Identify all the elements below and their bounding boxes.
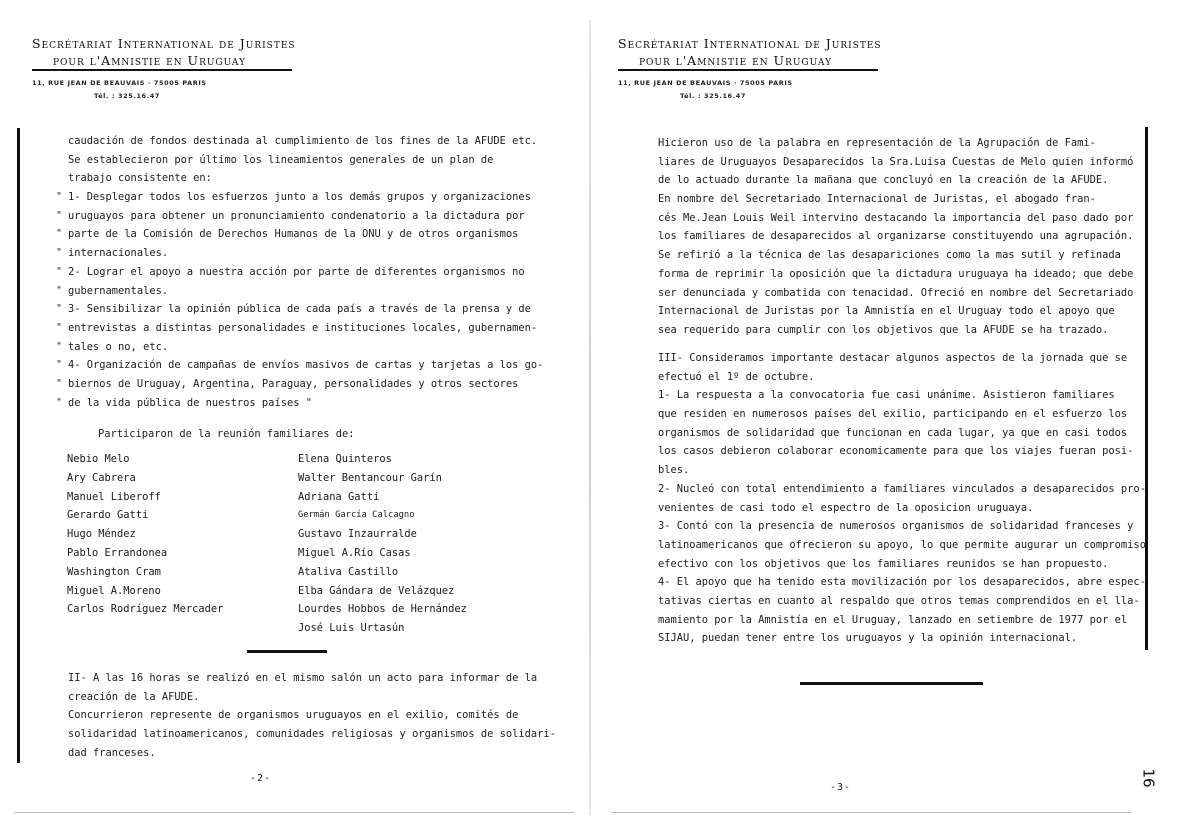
quote-mark: " [56,191,63,203]
text-line: Se refirió a la técnica de las desapariciones como la mas sutil y refinada [658,249,1121,262]
quote-mark: " [56,321,63,333]
quote-mark: " [56,228,63,240]
text-line: 3- Contó con la presencia de numerosos organismos de solidaridad franceses y [658,520,1134,533]
quote-mark: " [56,284,63,296]
text-line: creación de la AFUDE. [68,690,200,703]
letterhead-rule [32,69,292,71]
text-line: solidaridad latinoamericanos, comunidades religiosas y organismos de solidari- [68,728,556,741]
letterhead-address: 11, RUE JEAN DE BEAUVAIS · 75005 PARIS [32,79,207,87]
right-section-rule [800,682,983,685]
text-line: Hicieron uso de la palabra en representación de la Agrupación de Fami- [658,137,1096,149]
line-text: tales o no, etc. [68,340,169,353]
text-line: de lo actuado durante la mañana que concluyó en la creación de la AFUDE. [658,174,1109,187]
text-line [56,188,543,207]
text-line [56,207,543,226]
participant-name: Washington Cram [67,565,161,578]
text-line: mamiento por la Amnistía en el Uruguay, lanzado en setiembre de 1977 por el [658,613,1128,626]
text-line: Internacional de Juristas por la Amnistía en el Uruguay todo el apoyo que [658,305,1115,318]
letterhead-right [618,36,882,100]
quote-mark: " [56,265,63,277]
text-line: efectuó el 1º de octubre. [658,370,815,383]
participant-name: Germán García Calcagno [298,510,415,521]
text-line: 1- La respuesta a la convocatoria fue casi unánime. Asistieron familiares [658,389,1115,402]
participant-name: Manuel Liberoff [67,490,161,503]
text-line: latinoamericanos que ofrecieron su apoyo, lo que permite augurar un compromiso [658,538,1146,551]
text-line [56,356,544,375]
participant-name: Ary Cabrera [67,471,136,484]
text-line: ser denunciada y combatida con tenacidad. Ofreció en nombre del Secretariado [658,286,1134,299]
text-line: tativas ciertas en cuanto al respaldo que otros temas comprendidos en el lla- [658,594,1140,607]
scan-edge [14,812,574,813]
left-page [0,0,590,829]
participant-name: Walter Bentancour Garín [298,471,442,484]
quote-mark: " [56,303,63,315]
scan-edge [611,812,1131,813]
text-line [56,300,543,319]
quote-mark: " [56,340,63,352]
participant-names-right-column [298,450,467,638]
text-line: Concurrieron represente de organismos uruguayos en el exilio, comités de [68,709,519,722]
text-line: caudación de fondos destinada al cumplimiento de los fines de la AFUDE etc. [68,135,538,147]
text-line: trabajo consistente en: [68,172,212,185]
text-line: SIJAU, puedan tener entre los uruguayos y la opinión internacional. [658,632,1078,645]
participant-name: José Luis Urtasún [298,622,405,635]
participant-name: Elena Quinteros [298,453,392,465]
text-line [56,394,543,413]
line-text: parte de la Comisión de Derechos Humanos de la ONU y de otros organismos [68,228,519,241]
line-text: 3- Sensibilizar la opinión pública de cada país a través de la prensa y de [68,303,531,316]
letterhead-org-line1: Secrétariat International de Juristes [32,36,296,51]
text-line: sea requerido para cumplir con los objetivos que la AFUDE se ha trazado. [658,323,1109,336]
participant-name: Carlos Rodríguez Mercader [67,603,224,616]
letterhead-rule [618,69,878,71]
participant-names-left-column [67,450,223,619]
participant-name: Nebio Melo [67,453,130,465]
line-text: entrevistas a distintas personalidades e instituciones locales, gubernamen- [68,321,538,334]
text-line: venientes de casi todo el espectro de la oposicion uruguaya. [658,501,1034,514]
participant-name: Ataliva Castillo [298,565,399,578]
text-line [56,319,543,338]
text-line [56,282,543,301]
text-line: II- A las 16 horas se realizó en el mismo salón un acto para informar de la [68,672,538,684]
line-text: uruguayos para obtener un pronunciamiento condenatorio a la dictadura por [68,209,525,222]
letterhead-phone: Tél. : 325.16.47 [680,92,746,100]
text-line: que residen en numerosos países del exilio, participando en el esfuerzo los [658,408,1128,421]
text-line: los familiares de desaparecidos al organizarse constituyendo una agrupación. [658,230,1134,243]
left-margin-bar [17,128,20,763]
participant-name: Miguel A.Río Casas [298,546,411,559]
participant-name: Gustavo Inzaurralde [298,528,417,541]
text-line [56,338,543,357]
participant-name: Adriana Gatti [298,490,380,503]
page-number-right: -3- [830,782,852,793]
letterhead-address: 11, RUE JEAN DE BEAUVAIS · 75005 PARIS [618,79,793,87]
text-line: los casos debieron colaborar economicamente para que los viajes fueran posi- [658,445,1134,458]
participant-name: Pablo Errandonea [67,546,168,559]
letterhead-org-line1: Secrétariat International de Juristes [618,36,882,51]
left-section-rule [247,650,327,653]
text-line: 4- El apoyo que ha tenido esta movilización por los desaparecidos, abre espec- [658,576,1146,589]
quote-mark: " [56,377,63,389]
text-line: dad franceses. [68,746,156,759]
text-line: 2- Nucleó con total entendimiento a familiares vinculados a desaparecidos pro- [658,482,1146,495]
text-line: forma de reprimir la oposición que la dictadura uruguaya ha ideado; que debe [658,267,1134,280]
section-three-text [658,349,1146,648]
text-line [56,375,543,394]
text-line: bles. [658,464,690,477]
quote-mark: " [56,209,63,221]
quote-mark: " [56,396,63,408]
line-text: 2- Lograr el apoyo a nuestra acción por parte de diferentes organismos no [68,265,525,278]
page-number-left: -2- [250,773,272,784]
line-text: internacionales. [68,247,169,260]
quote-mark: " [56,359,63,371]
letterhead-org-line2: pour l'Amnistie en Uruguay [639,53,833,68]
line-text: gubernamentales. [68,284,169,297]
participants-intro: Participaron de la reunión familiares de: [98,428,355,440]
archive-stamp-number: 16 [1139,768,1158,788]
quote-mark: " [56,247,63,259]
participant-name: Miguel A.Moreno [67,584,161,597]
text-line: efectivo con los objetivos que los familiares reunidos se han propuesto. [658,557,1109,570]
text-line: En nombre del Secretariado Internacional de Juristas, el abogado fran- [658,193,1096,206]
left-body-text [56,132,544,412]
text-line [56,244,543,263]
participant-name: Elba Gándara de Velázquez [298,584,455,597]
line-text: 4- Organización de campañas de envíos masivos de cartas y tarjetas a los go- [68,359,544,372]
text-line: organismos de solidaridad que funcionan en cada lugar, ya que en casi todos [658,426,1128,439]
line-text: biernos de Uruguay, Argentina, Paraguay, personalidades y otros sectores [68,377,519,390]
line-text: 1- Desplegar todos los esfuerzos junto a los demás grupos y organizaciones [68,191,531,204]
line-text: de la vida pública de nuestros países " [68,396,312,409]
text-line: cés Me.Jean Louis Weil intervino destacando la importancia del paso dado por [658,211,1134,224]
text-line: liares de Uruguayos Desaparecidos la Sra.Luisa Cuestas de Melo quien informó [658,155,1134,168]
participant-name: Lourdes Hobbos de Hernández [298,603,467,616]
text-line [56,263,543,282]
text-line [56,225,543,244]
letterhead-phone: Tél. : 325.16.47 [94,92,160,100]
letterhead-left [32,36,296,100]
letterhead-org-line2: pour l'Amnistie en Uruguay [53,53,247,68]
right-page [591,0,1181,829]
text-line: Se establecieron por último los lineamientos generales de un plan de [68,153,494,166]
section-two-text [68,669,556,762]
participant-name: Hugo Méndez [67,528,136,541]
right-body-text [658,134,1133,340]
text-line: III- Consideramos importante destacar algunos aspectos de la jornada que se [658,352,1128,364]
participant-name: Gerardo Gatti [67,509,149,522]
